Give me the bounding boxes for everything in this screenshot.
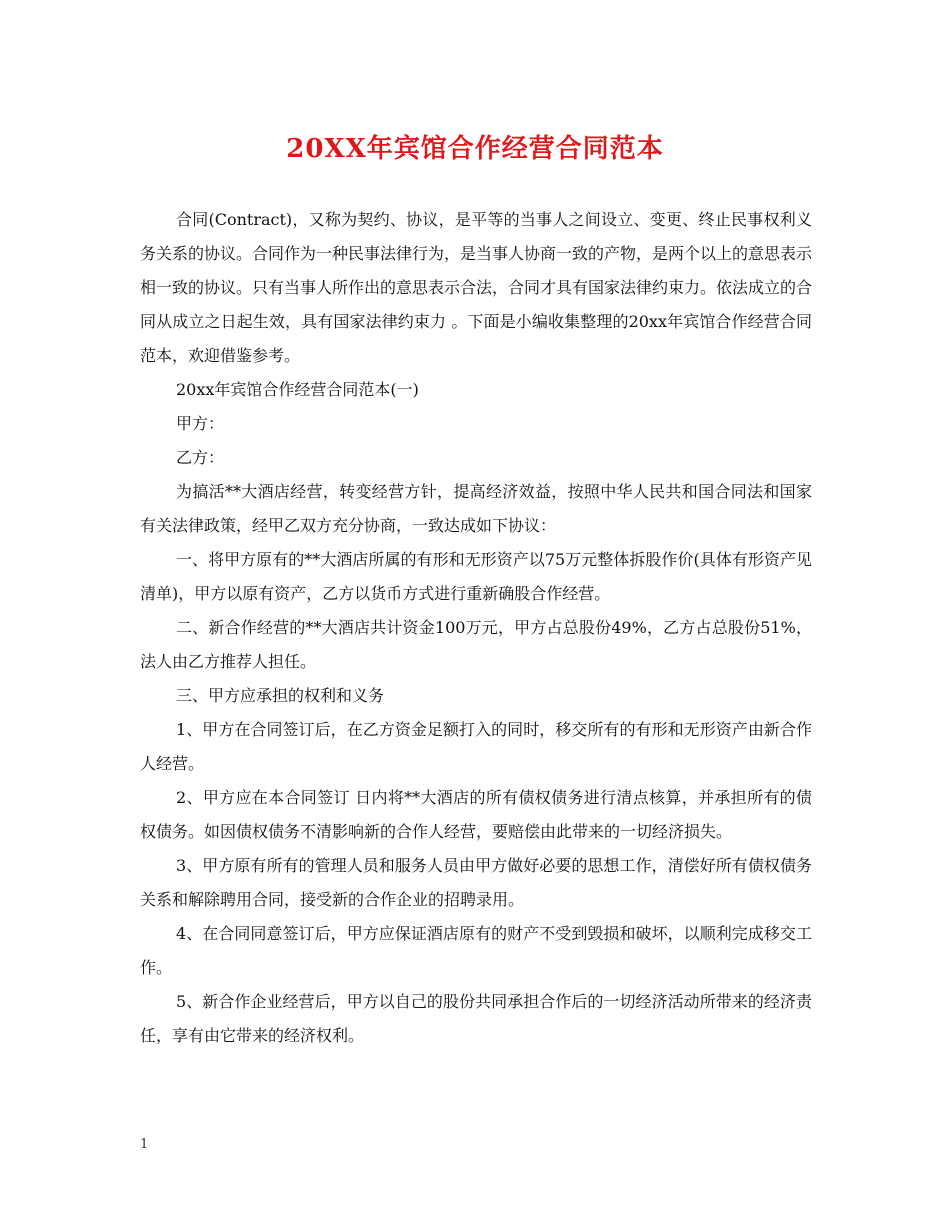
party-a-line: 甲方： — [176, 414, 225, 433]
document-title: 20XX年宾馆合作经营合同范本 — [286, 134, 664, 164]
party-b-line: 乙方： — [176, 448, 225, 467]
clause-1: 一、将甲方原有的**大酒店所属的有形和无形资产以75万元整体拆股作价(具体有形资产见清单)，甲方以原有资产，乙方以货币方式进行重新确股合作经营。 — [140, 550, 812, 603]
preamble-paragraph: 为搞活**大酒店经营，转变经营方针，提高经济效益，按照中华人民共和国合同法和国家有关法律政策，经甲乙双方充分协商，一致达成如下协议： — [140, 482, 812, 535]
clause-3-item-1: 1、甲方在合同签订后，在乙方资金足额打入的同时，移交所有的有形和无形资产由新合作人经营。 — [140, 720, 812, 773]
clause-3-item-2: 2、甲方应在本合同签订 日内将**大酒店的所有债权债务进行清点核算，并承担所有的债权债务。如因债权债务不清影响新的合作人经营，要赔偿由此带来的一切经济损失。 — [140, 788, 812, 841]
clause-2: 二、新合作经营的**大酒店共计资金100万元，甲方占总股份49%，乙方占总股份51%，法人由乙方推荐人担任。 — [140, 618, 812, 671]
intro-paragraph: 合同(Contract)，又称为契约、协议，是平等的当事人之间设立、变更、终止民事权利义务关系的协议。合同作为一种民事法律行为，是当事人协商一致的产物，是两个以上的意思表示相一致的协议。只有当事人所作出的意思表示合法，合同才具有国家法律约束力。依法成立的合同从成立之日起生效，具有国家法律约束力 。下面是小编收集整理的20xx年宾馆合作经营合同范本，欢迎借鉴参考。 — [140, 210, 813, 365]
document-body — [140, 203, 812, 1053]
page-number: 1 — [140, 1137, 149, 1152]
clause-3-item-4: 4、在合同同意签订后，甲方应保证酒店原有的财产不受到毁损和破坏，以顺利完成移交工作。 — [140, 924, 812, 977]
clause-3-item-3: 3、甲方原有所有的管理人员和服务人员由甲方做好必要的思想工作，清偿好所有债权债务关系和解除聘用合同，接受新的合作企业的招聘录用。 — [140, 856, 812, 909]
footer-divider — [140, 1160, 812, 1161]
contract-heading: 20xx年宾馆合作经营合同范本(一) — [176, 380, 419, 399]
clause-3-heading: 三、甲方应承担的权利和义务 — [176, 686, 385, 705]
clause-3-item-5: 5、新合作企业经营后，甲方以自己的股份共同承担合作后的一切经济活动所带来的经济责任，享有由它带来的经济权利。 — [140, 992, 812, 1045]
